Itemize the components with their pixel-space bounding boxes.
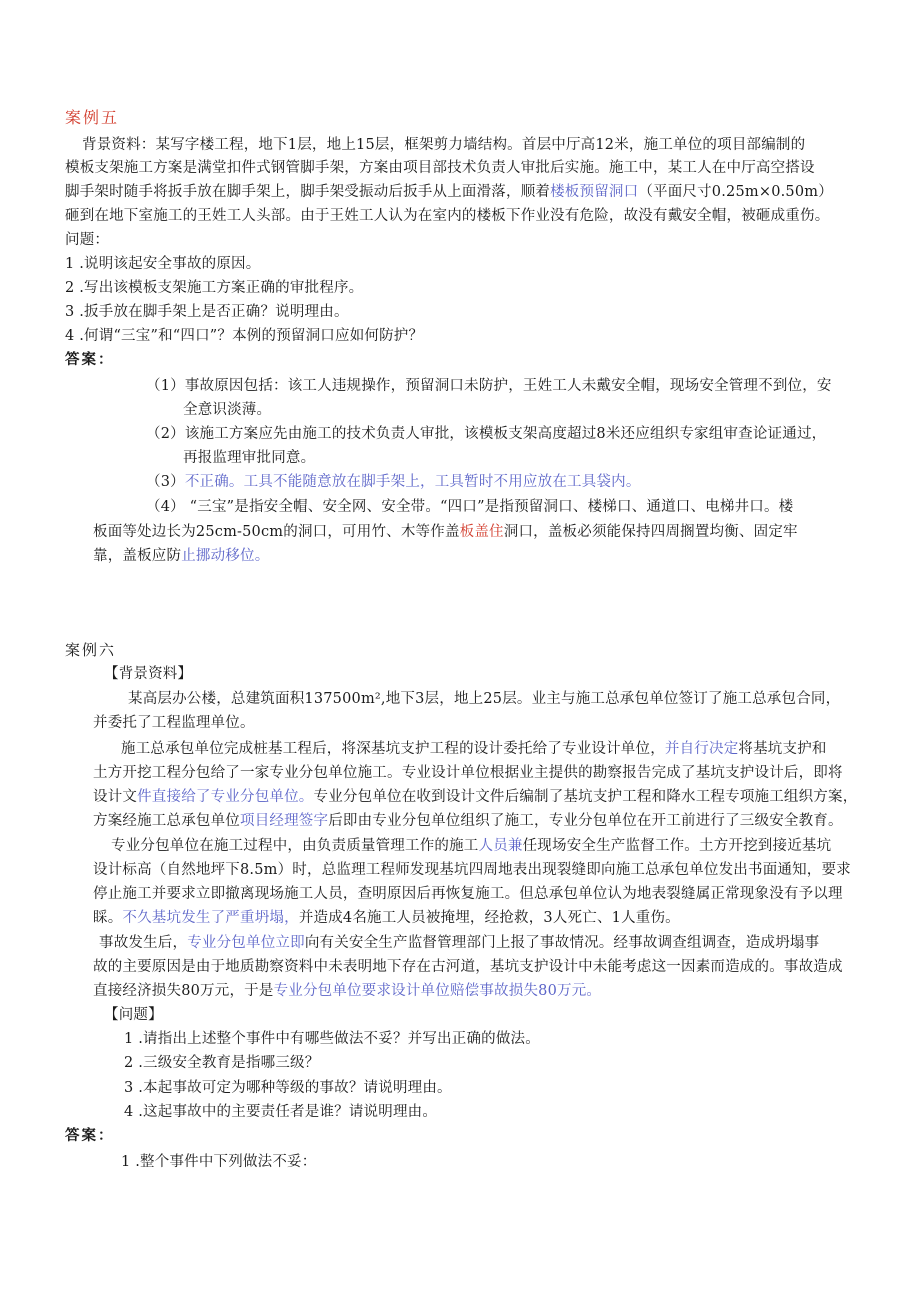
case6-p3-line-4-a: 睬。 [93,910,123,926]
case5-answer-4-line-3 [93,546,269,566]
case6-p4-highlight-report: 专业分包单位立即 [187,935,305,951]
case6-question-3: 3 .本起事故可定为哪种等级的事故？请说明理由。 [124,1080,452,1096]
case6-p2-line-1-c: 将基坑支护和 [738,741,827,757]
case5-answer-3-text: 不正确。工具不能随意放在脚手架上，工具暂时不用应放在工具袋内。 [184,474,641,490]
case6-p4-line-1-a: 事故发生后， [99,935,188,951]
case5-answer-4-line-1: （4） “三宝”是指安全帽、安全网、安全带。“四口”是指预留洞口、楼梯口、通道口、电梯井口。楼 [146,499,794,515]
case6-p3-line-1-a: 专业分包单位在施工过程中，由负责质量管理工作的施工 [111,838,479,854]
case6-p4-line-1-c: 向有关安全生产监督管理部门上报了事故情况。经事故调查组调查，造成坍塌事 [304,935,820,951]
case5-background-line-3-size: （平面尺寸0.25m×0.50m） [638,184,833,200]
case6-p2-line-4 [93,811,843,831]
case6-question-2: 2 .三级安全教育是指哪三级？ [124,1055,320,1071]
case5-answer-2-line-1: （2）该施工方案应先由施工的技术负责人审批，该模板支架高度超过8米还应组织专家组审查论证通过， [146,426,827,442]
case5-answer-label: 答案： [65,351,115,368]
case5-answer-4-line-2-c: 洞口，盖板必须能保持四周搁置均衡、固定牢 [503,524,798,540]
case6-p3-highlight-collapse: 不久基坑发生了严重坍塌， [122,910,299,926]
case6-p4-highlight-compensation: 专业分包单位要求设计单位赔偿事故损失80万元。 [273,983,602,999]
case6-p4-line-1 [99,933,819,953]
case5-background-line-3-text: 脚手架时随手将扳手放在脚手架上，脚手架受振动后扳手从上面滑落，顺着 [65,184,551,200]
case6-p3-highlight-personnel: 人员兼 [478,838,523,854]
case5-background-line-3 [65,182,833,202]
case6-p1-line-1: 某高层办公楼，总建筑面积137500m²,地下3层，地上25层。业主与施工总承包单位签订了施工总承包合同， [128,691,841,707]
case6-p1-line-2: 并委托了工程监理单位。 [93,715,255,731]
case6-p2-line-4-c: 后即由专业分包单位组织了施工，专业分包单位在开工前进行了三级安全教育。 [328,813,843,829]
case6-p2-line-3-a: 设计文 [93,789,138,805]
case5-answer-1-line-2: 全意识淡薄。 [183,402,272,418]
case6-p2-highlight-direct: 件直接给了专业分包单位。 [137,789,314,805]
case6-p3-line-4 [93,908,680,928]
case5-answer-1-line-1: （1）事故原因包括：该工人违规操作，预留洞口未防护，王姓工人未戴安全帽，现场安全管理不到位，安 [146,378,832,394]
case6-p3-line-1-c: 任现场安全生产监督工作。土方开挖到接近基坑 [522,838,832,854]
case6-p3-line-3: 停止施工并要求立即撤离现场施工人员，查明原因后再恢复施工。但总承包单位认为地表裂缝属正常现象没有予以理 [93,886,843,902]
case6-p2-line-3-c: 专业分包单位在收到设计文件后编制了基坑支护工程和降水工程专项施工组织方案， [313,789,858,805]
case6-p2-line-2: 土方开挖工程分包给了一家专业分包单位施工。专业设计单位根据业主提供的勘察报告完成了基坑支护设计后，即将 [93,765,843,781]
case5-answer-4-line-2 [93,522,798,542]
case6-p3-line-1 [111,836,831,856]
case6-answer-label: 答案： [65,1127,115,1144]
case5-question-1: 1 .说明该起安全事故的原因。 [65,256,261,272]
case6-answer-1: 1 .整个事件中下列做法不妥： [121,1154,317,1170]
case5-background-line-2: 模板支架施工方案是满堂扣件式钢管脚手架，方案由项目部技术负责人审批后实施。施工中，某工人在中厅高空搭设 [65,160,815,176]
case6-p2-line-1 [121,739,827,759]
case5-highlight-hole: 楼板预留洞口 [550,184,639,200]
case5-title: 案例五 [65,108,120,127]
case6-p3-line-2: 设计标高（自然地坪下8.5m）时，总监理工程师发现基坑四周地表出现裂缝即向施工总承包单位发出书面通知，要求 [93,862,851,878]
case5-answer-4-line-3-a: 靠，盖板应防 [93,548,182,564]
case5-answer-3 [146,472,641,492]
case6-question-4: 4 .这起事故中的主要责任者是谁？请说明理由。 [124,1104,438,1120]
case6-p4-line-3 [93,981,601,1001]
case6-background-label: 【背景资料】 [104,666,193,682]
case6-p2-line-4-a: 方案经施工总承包单位 [93,813,240,829]
case6-title: 案例六 [65,641,117,659]
case5-answer-3-number: （3） [146,474,185,490]
case6-p3-line-4-c: 并造成4名施工人员被掩埋，经抢救，3人死亡、1人重伤。 [298,910,680,926]
case5-answer-4-line-2-a: 板面等处边长为25cm-50cm的洞口，可用竹、木等作盖 [93,524,460,540]
case6-p2-highlight-signature: 项目经理签字 [240,813,329,829]
case6-p2-line-1-a: 施工总承包单位完成桩基工程后，将深基坑支护工程的设计委托给了专业设计单位， [121,741,665,757]
case6-questions-label: 【问题】 [104,1007,163,1023]
case5-question-4: 4 .何谓“三宝”和“四口”？本例的预留洞口应如何防护？ [65,328,424,344]
case6-p2-highlight-decide: 并自行决定 [664,741,739,757]
case6-p4-line-2: 故的主要原因是由于地质勘察资料中未表明地下存在古河道，基坑支护设计中未能考虑这一因素而造成的。事故造成 [93,959,843,975]
case6-p2-line-3 [93,787,857,807]
case5-answer-4-highlight: 板盖住 [459,524,504,540]
case5-question-3: 3 .扳手放在脚手架上是否正确？说明理由。 [65,304,349,320]
case5-background-line-1: 背景资料：某写字楼工程，地下1层，地上15层，框架剪力墙结构。首层中厅高12米，施工单位的项目部编制的 [82,137,806,153]
case5-answer-2-line-2: 再报监理审批同意。 [183,450,316,466]
case5-background-line-4: 砸到在地下室施工的王姓工人头部。由于王姓工人认为在室内的楼板下作业没有危险，故没有戴安全帽，被砸成重伤。 [65,208,830,224]
case5-answer-4-line-3-highlight: 止挪动移位。 [181,548,270,564]
case5-questions-label: 问题： [65,232,110,248]
case5-question-2: 2 .写出该模板支架施工方案正确的审批程序。 [65,280,364,296]
case6-p4-line-3-a: 直接经济损失80万元，于是 [93,983,274,999]
case6-question-1: 1 .请指出上述整个事件中有哪些做法不妥？并写出正确的做法。 [124,1031,540,1047]
